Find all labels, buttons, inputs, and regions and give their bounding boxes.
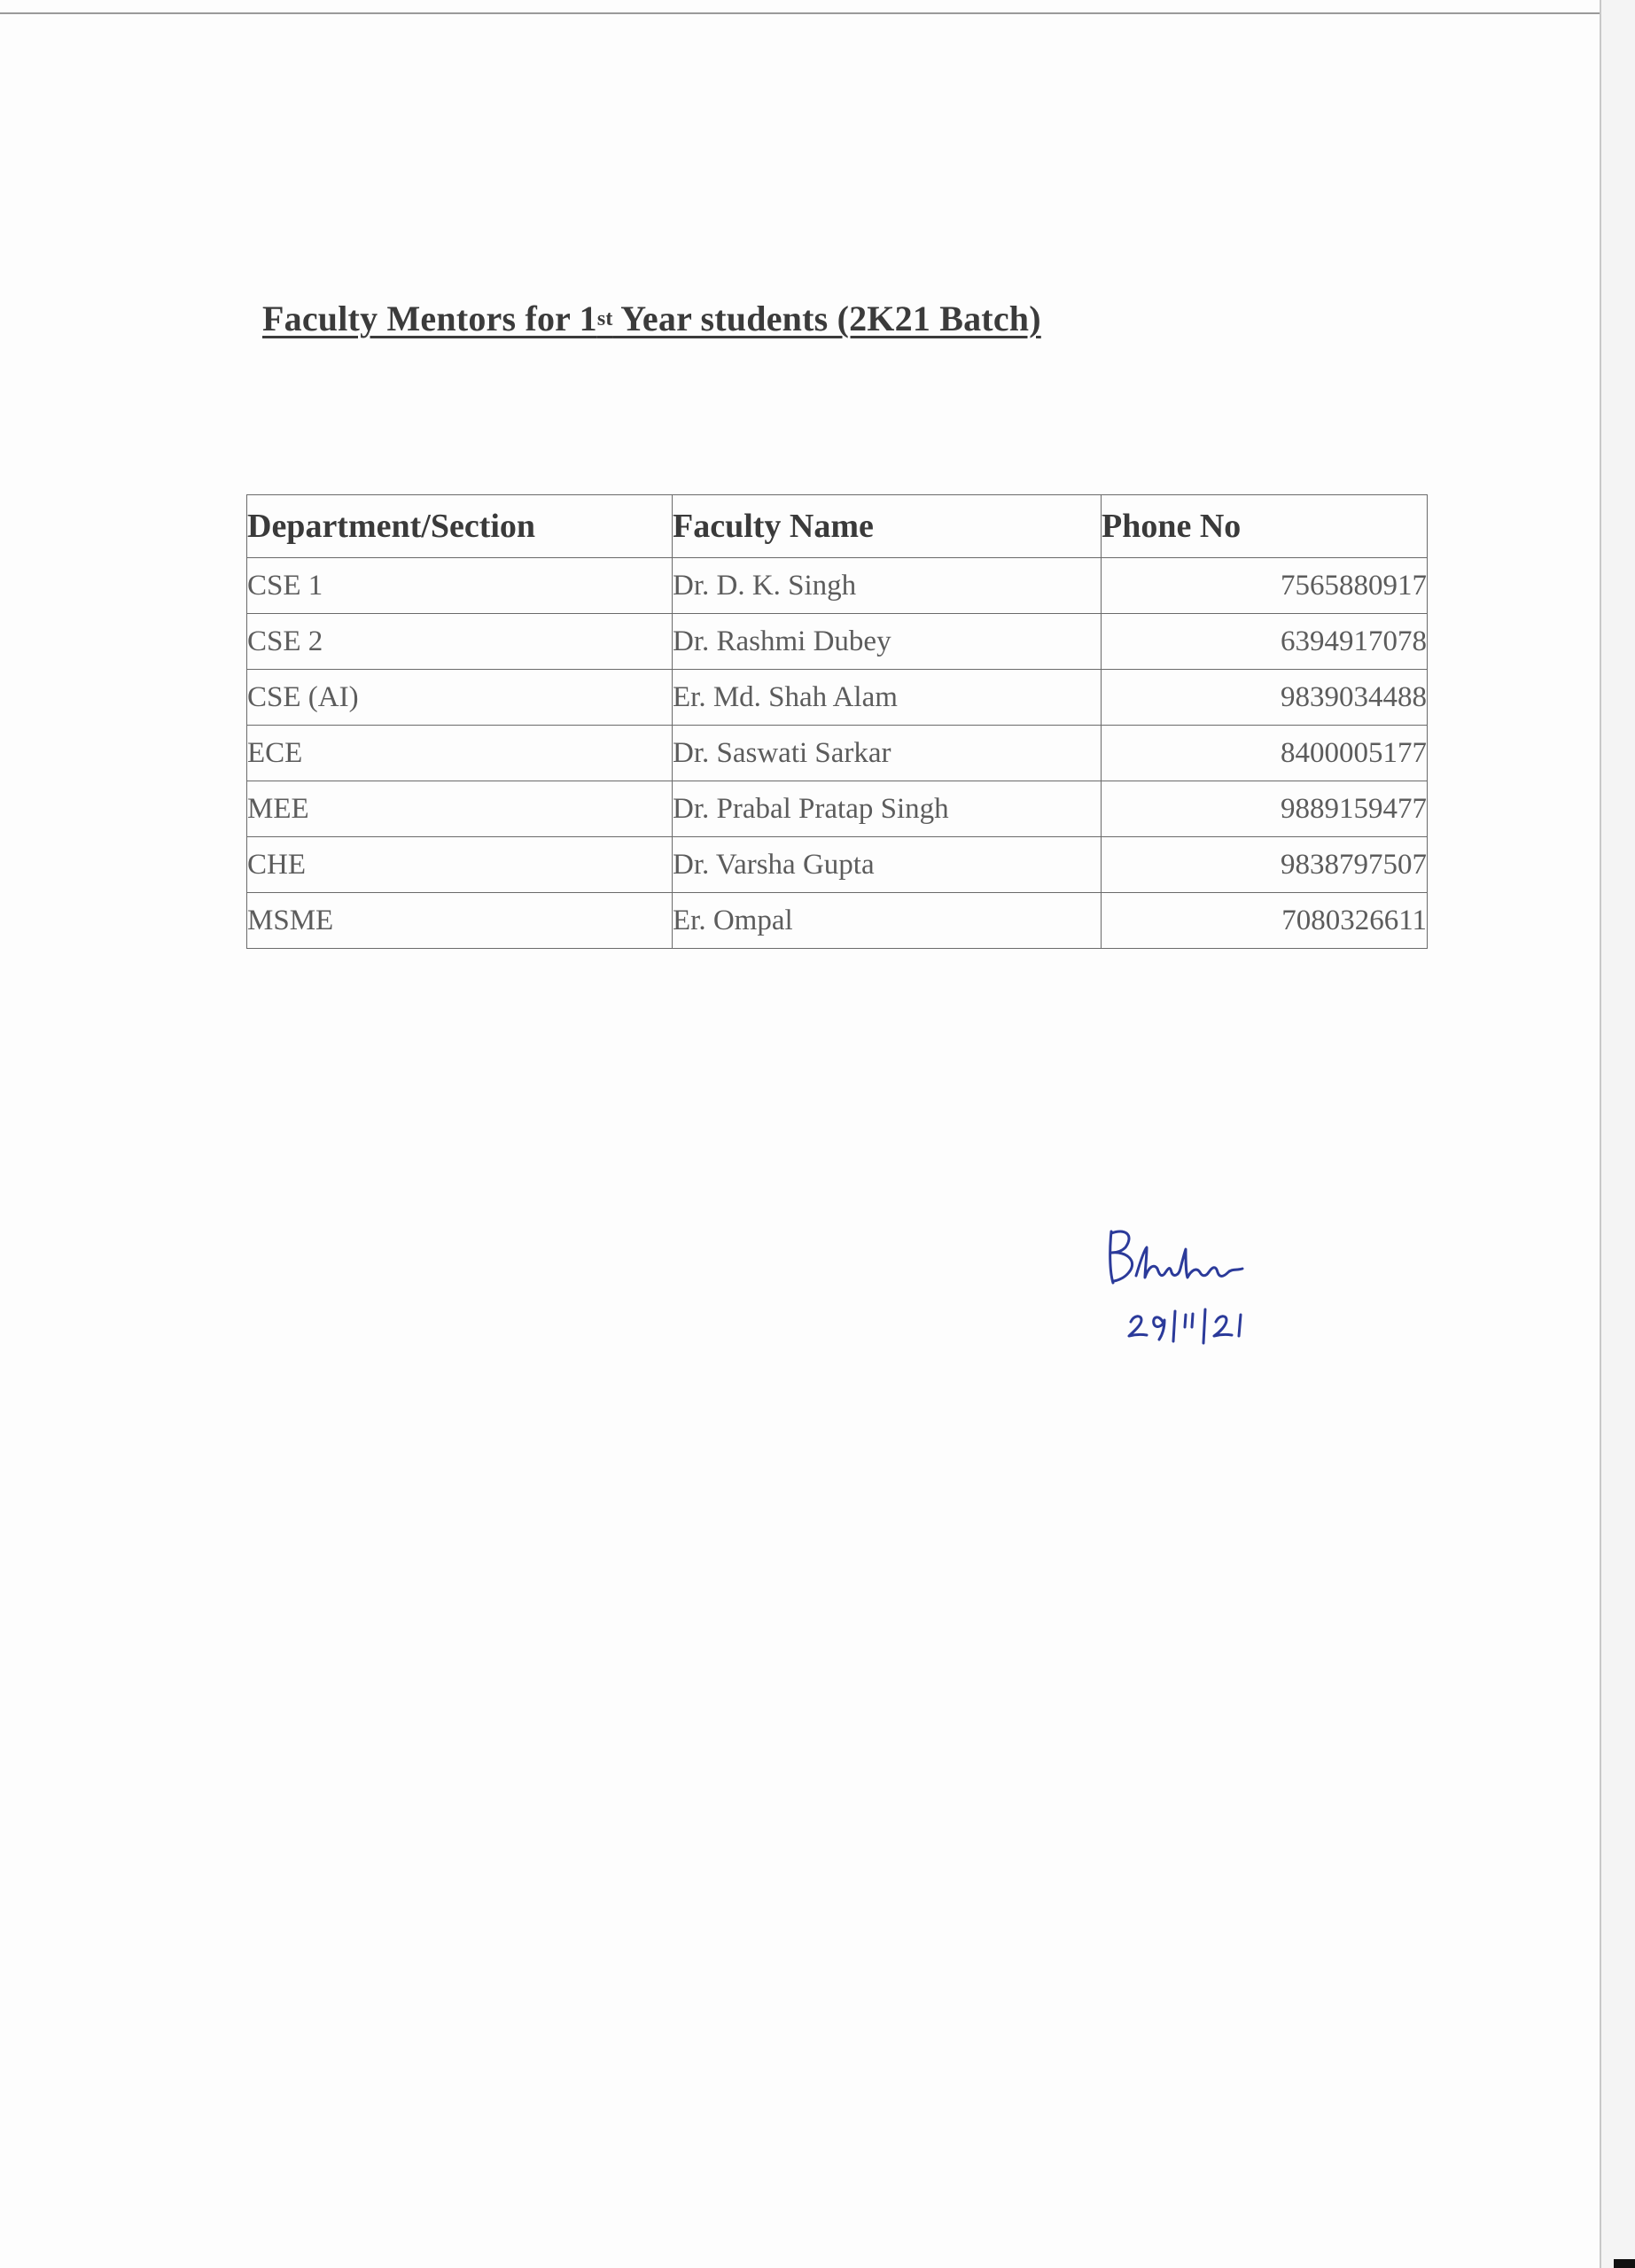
title-superscript: st	[596, 307, 613, 330]
table-header-row	[247, 495, 1428, 558]
title-suffix: Year students (2K21 Batch)	[612, 299, 1041, 338]
cell-faculty-name: Dr. D. K. Singh	[673, 558, 1102, 614]
table-row	[247, 726, 1428, 781]
table-row	[247, 781, 1428, 837]
header-department: Department/Section	[247, 495, 673, 558]
scan-right-edge	[1600, 0, 1635, 2268]
table-row	[247, 558, 1428, 614]
table-row	[247, 614, 1428, 670]
cell-department: ECE	[247, 726, 673, 781]
cell-department: CSE (AI)	[247, 670, 673, 726]
mentors-table	[246, 494, 1428, 949]
header-faculty-name: Faculty Name	[673, 495, 1102, 558]
cell-department: CSE 2	[247, 614, 673, 670]
document-title	[262, 298, 1041, 339]
cell-faculty-name: Dr. Rashmi Dubey	[673, 614, 1102, 670]
scan-top-edge	[0, 12, 1600, 14]
table-row	[247, 837, 1428, 893]
cell-department: CSE 1	[247, 558, 673, 614]
cell-phone: 7565880917	[1102, 558, 1428, 614]
cell-phone: 9839034488	[1102, 670, 1428, 726]
cell-faculty-name: Dr. Varsha Gupta	[673, 837, 1102, 893]
cell-department: MSME	[247, 893, 673, 949]
handwritten-signature	[1099, 1223, 1312, 1355]
header-phone: Phone No	[1102, 495, 1428, 558]
cell-phone: 6394917078	[1102, 614, 1428, 670]
cell-faculty-name: Dr. Saswati Sarkar	[673, 726, 1102, 781]
cell-department: MEE	[247, 781, 673, 837]
table-row	[247, 670, 1428, 726]
cell-phone: 9838797507	[1102, 837, 1428, 893]
cell-faculty-name: Er. Md. Shah Alam	[673, 670, 1102, 726]
table-row	[247, 893, 1428, 949]
cell-faculty-name: Dr. Prabal Pratap Singh	[673, 781, 1102, 837]
cell-phone: 8400005177	[1102, 726, 1428, 781]
cell-phone: 7080326611	[1102, 893, 1428, 949]
cell-faculty-name: Er. Ompal	[673, 893, 1102, 949]
cell-phone: 9889159477	[1102, 781, 1428, 837]
cell-department: CHE	[247, 837, 673, 893]
title-prefix: Faculty Mentors for 1	[262, 299, 597, 338]
scan-corner-mark	[1614, 2259, 1635, 2268]
